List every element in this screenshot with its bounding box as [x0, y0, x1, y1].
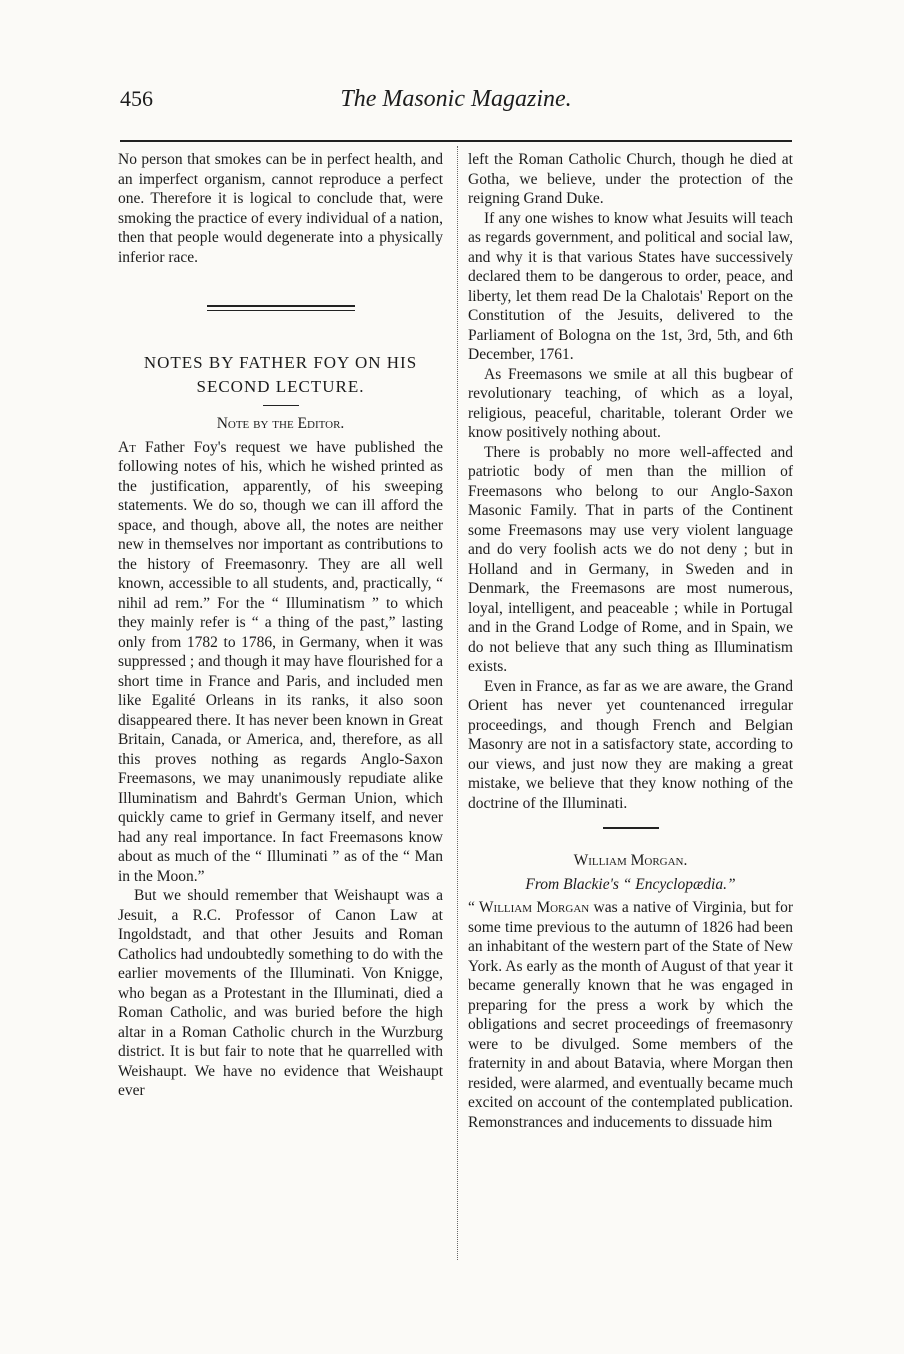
running-title: The Masonic Magazine. — [340, 86, 572, 112]
page-header — [120, 86, 792, 126]
column-divider — [457, 146, 458, 1260]
editor-note-heading: Note by the Editor. — [216, 415, 345, 432]
right-column — [468, 150, 793, 1132]
morgan-paragraph — [468, 898, 793, 1132]
anglo-saxon-paragraph: There is probably no more well-affected and patriotic body of men than the million of Freemasons who belong to our Anglo-Saxon Masonic Family. That in parts of the Continent some Freemasons may use very violent language and do very foolish acts we do not deny ; but in Holland and in Germany, in Sweden and in Denmark, the Freemasons are most numerous, loyal, intelligent, and peaceable ; while in Portugal and in the Grand Lodge of Rome, and in Spain, we do not believe that any such thing as Illuminatism exists. — [468, 443, 793, 675]
editor-note-lead: At — [118, 438, 136, 456]
jesuits-paragraph: If any one wishes to know what Jesuits will teach as regards government, and political and social law, and why it is that various States have successively declared them to be dangerous to order, peace, and liberty, let them read De la Chalotais' Report on the Constitution of the Jesuits, delivered to the Parliament of Bologna on the 1st, 3rd, 5th, and 6th December, 1761. — [468, 209, 793, 363]
left-column — [118, 150, 443, 1101]
morgan-source: From Blackie's “ Encyclopædia.” — [525, 875, 736, 893]
morgan-text: was a native of Virginia, but for some time previous to the autumn of 1826 had been an inhabitant of the western part of the State of New York. As early as the month of August of that year it became generally known that he was engaged in preparing for the press a work by which the obligations and secret proceedings of freemasonry were to be divulged. Some members of the fraternity in and about Batavia, where Morgan then resided, were alarmed, and eventually became much excited on account of the contemplated publication. Remonstrances and inducements to dissuade him — [468, 899, 793, 1131]
morgan-heading: William Morgan. — [573, 852, 688, 869]
section-divider-rule — [207, 305, 355, 311]
editor-note-text: Father Foy's request we have published the following notes of his, which he wished printed as the justification, apparently, of his sweeping statements. We do so, though we can ill afford the space, and though, above all, the notes are neither new in themselves nor important as contributions to the history of Freemasonry. They are all well known, accessible to all students, and, practically, “ nihil ad rem.” For the “ Illuminatism ” to which they mainly refer is “ a thing of the past,” lasting only from 1782 to 1786, in Germany, when it was suppressed ; and though it may have flourished for a short time in France and Paris, and included men like Egalité Orleans in its ranks, it also soon disappeared there. It has never been known in Great Britain, Canada, or America, and, therefore, as all this proves nothing as regards Anglo-Saxon Freemasons, we may unanimously repudiate alike Illuminatism and Bahrdt's German Union, which quickly came to grief in Germany itself, and never had any real importance. In fact Freemasons know about as much of the “ Illuminati ” as of the “ Man in the Moon.” — [118, 438, 443, 885]
section-divider-rule-2 — [603, 827, 659, 829]
continued-paragraph: left the Roman Catholic Church, though he died at Gotha, we believe, under the protection of the reigning Grand Duke. — [468, 151, 793, 207]
bugbear-paragraph: As Freemasons we smile at all this bugbear of revolutionary teaching, of which as a loyal, religious, peaceful, charitable, tolerant Order we know positively nothing about. — [468, 365, 793, 441]
article-title-line1: NOTES BY FATHER FOY ON HIS — [143, 353, 418, 372]
article-title-line2: SECOND LECTURE. — [196, 377, 365, 396]
page-number: 456 — [120, 86, 153, 111]
weishaupt-paragraph: But we should remember that Weishaupt was a Jesuit, a R.C. Professor of Canon Law at Ingoldstadt, and that other Jesuits and Roman Catholics had undoubtedly something to do with the earlier movements of the Illuminati. Von Knigge, who began as a Protestant in the Illuminati, died a Roman Catholic, and was buried before the high altar in a Roman Catholic church in the Wurzburg district. It is but fair to note that he quarrelled with Weishaupt. We have no evidence that Weishaupt ever — [118, 887, 443, 1099]
france-paragraph: Even in France, as far as we are aware, the Grand Orient has never yet countenanced irregular proceedings, and though French and Belgian Masonry are not in a satisfactory state, according to our views, and just now they are making a great mistake, we believe that they know nothing of the doctrine of the Illuminati. — [468, 677, 793, 812]
editor-note-paragraph — [118, 438, 443, 887]
morgan-lead: “ William Morgan — [468, 899, 590, 916]
opening-paragraph: No person that smokes can be in perfect health, and an imperfect organism, cannot reproduce a perfect one. Therefore it is logical to conclude that, were smoking the practice of every individual of a nation, then that people would degenerate into a physically inferior race. — [118, 151, 443, 266]
article-title — [118, 351, 443, 399]
header-rule — [120, 140, 792, 142]
title-rule — [263, 405, 299, 406]
